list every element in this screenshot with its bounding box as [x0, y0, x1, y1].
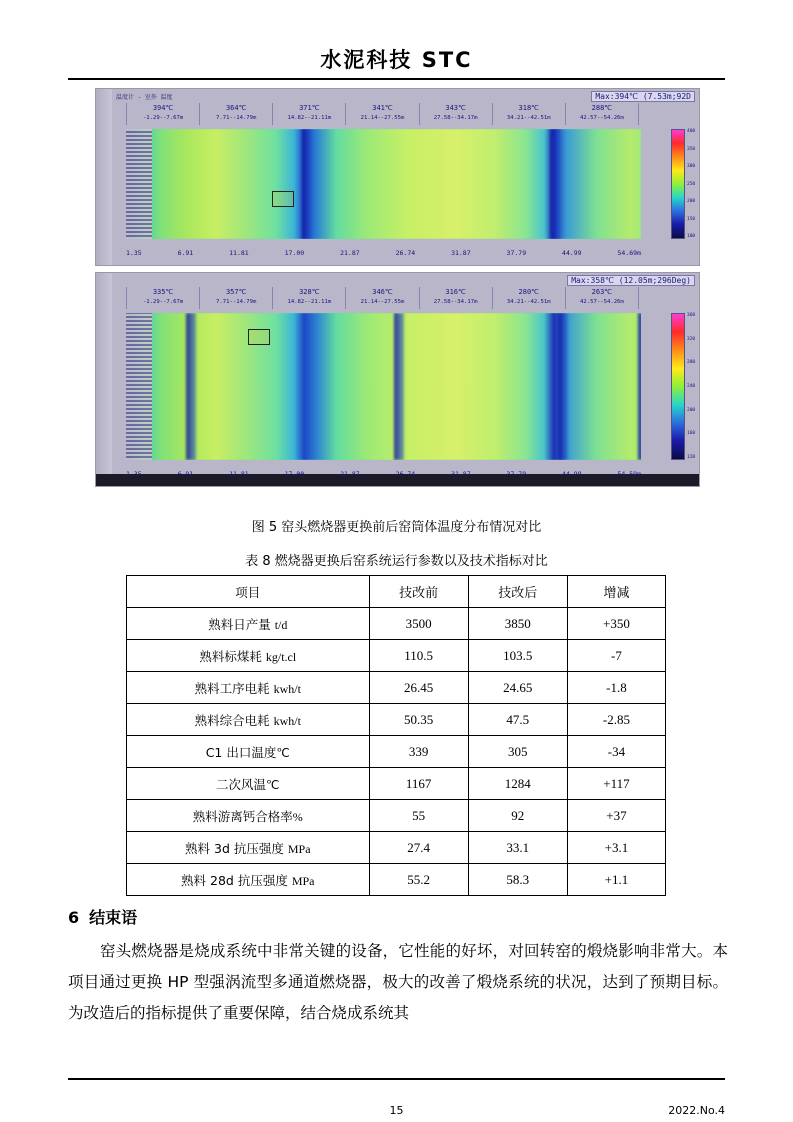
- item-name: 二次风温: [216, 776, 267, 792]
- cell-delta: -1.8: [567, 672, 665, 704]
- zone-cell: [272, 103, 345, 125]
- color-scale-ticks: [687, 129, 697, 239]
- axis-tick: 54.59m: [617, 470, 641, 478]
- zone-temp: 343℃: [445, 104, 466, 112]
- scale-tick: 160: [687, 431, 696, 437]
- zone-range: -1.29--7.67m: [142, 114, 184, 121]
- section-title: 结束语: [89, 908, 138, 927]
- cursor-box: [248, 329, 270, 345]
- cell-delta: +117: [567, 768, 665, 800]
- axis-tick: 44.99: [562, 249, 582, 257]
- thermal-plot: [126, 313, 641, 460]
- cell-item: [127, 672, 370, 704]
- zone-temp: 346℃: [372, 288, 393, 296]
- zone-range: 7.71--14.79m: [216, 298, 257, 305]
- figure-caption: 图 5 窑头燃烧器更换前后窑筒体温度分布情况对比: [251, 520, 542, 535]
- column-header-delta: 增减: [567, 576, 665, 608]
- section-heading: [68, 905, 137, 928]
- zone-range: 21.14--27.55m: [360, 298, 405, 305]
- axis-tick: 37.79: [506, 249, 527, 257]
- scale-tick: 300: [687, 164, 696, 169]
- axis-tick: 6.91: [177, 470, 194, 478]
- item-unit: MPa: [291, 873, 315, 888]
- axis-tick: 17.00: [284, 470, 305, 478]
- table-row: [127, 736, 666, 768]
- item-name: 熟料 3d 抗压强度: [185, 840, 284, 856]
- item-name: 熟料综合电耗: [194, 712, 270, 728]
- zone-temp: 328℃: [299, 288, 320, 296]
- scale-tick: 320: [687, 336, 696, 342]
- zone-range: 42.57--54.26m: [580, 114, 624, 121]
- issue-label: 2022.No.4: [668, 1104, 725, 1117]
- cold-stripe: [550, 129, 560, 239]
- section-number: 6: [68, 908, 80, 927]
- cell-item: [127, 864, 370, 896]
- item-unit: kg/t.cl: [265, 649, 297, 664]
- zone-cell: [565, 287, 639, 309]
- zone-cell: [126, 103, 199, 125]
- zone-temp: 316℃: [445, 288, 466, 296]
- cell-after: 3850: [468, 608, 567, 640]
- item-name: C1 出口温度: [205, 744, 277, 760]
- item-unit: %: [292, 809, 303, 824]
- zone-temp: 280℃: [518, 288, 540, 296]
- cold-stripe: [302, 129, 312, 239]
- cell-after: 103.5: [468, 640, 567, 672]
- section-paragraph: 窑头燃烧器是烧成系统中非常关键的设备，它性能的好坏，对回转窑的煅烧影响非常大。本项目通过更换 HP 型强涡流型多通道燃烧器，极大的改善了煅烧系统的状况，达到了预期目标。为改造后的指标提供了重要保障，结合烧成系统其: [68, 942, 728, 1022]
- cell-before: 50.35: [369, 704, 468, 736]
- cell-after: 33.1: [468, 832, 567, 864]
- table-caption: 表 8 燃烧器更换后窑系统运行参数以及技术指标对比: [245, 554, 548, 569]
- zone-cell: [345, 103, 418, 125]
- item-unit: t/d: [274, 617, 288, 632]
- cell-delta: +3.1: [567, 832, 665, 864]
- axis-tick: 54.69m: [617, 249, 641, 257]
- max-temperature-label: Max:358℃ (12.05m;296Deg): [567, 275, 695, 286]
- page-number: 15: [389, 1104, 404, 1117]
- cell-delta: +1.1: [567, 864, 665, 896]
- cell-item: [127, 768, 370, 800]
- zone-cell: [419, 287, 492, 309]
- axis-tick: 31.87: [451, 249, 471, 257]
- panel-corner-label: 温度计 - 室外 温度: [116, 94, 173, 101]
- zone-temp: 263℃: [591, 288, 613, 296]
- axis-tick: 37.79: [506, 470, 527, 478]
- figure-thermal-images: [95, 88, 700, 503]
- item-unit: ℃: [276, 745, 290, 760]
- footer-divider: [68, 1078, 725, 1080]
- axis-tick: 21.87: [340, 249, 360, 257]
- cell-item: [127, 736, 370, 768]
- zone-cell: [492, 103, 565, 125]
- cursor-box: [272, 191, 294, 207]
- axis-tick: 26.74: [395, 470, 416, 478]
- cell-after: 58.3: [468, 864, 567, 896]
- table-row: [127, 608, 666, 640]
- color-scale-bar: [671, 313, 685, 460]
- cold-stripe: [394, 313, 404, 460]
- cell-before: 55: [369, 800, 468, 832]
- zone-range: 42.57--54.26m: [580, 298, 624, 305]
- cold-stripe: [558, 313, 568, 460]
- scale-tick: 400: [687, 129, 696, 134]
- x-axis-ticks: [126, 470, 641, 478]
- zone-temp: 318℃: [518, 104, 540, 112]
- table-row: [127, 672, 666, 704]
- zone-cell: [492, 287, 565, 309]
- scale-tick: 360: [687, 313, 696, 318]
- cell-delta: +37: [567, 800, 665, 832]
- cell-after: 1284: [468, 768, 567, 800]
- cell-item: [127, 832, 370, 864]
- item-unit: MPa: [287, 841, 311, 856]
- cell-delta: -2.85: [567, 704, 665, 736]
- axis-tick: 11.81: [229, 249, 249, 257]
- cell-item: [127, 640, 370, 672]
- scale-tick: 200: [687, 407, 696, 413]
- table-row: [127, 768, 666, 800]
- thermal-gradient: [126, 129, 641, 239]
- table-row: [127, 864, 666, 896]
- item-unit: ℃: [266, 777, 280, 792]
- item-name: 熟料日产量: [208, 616, 271, 632]
- zone-cell: [565, 103, 639, 125]
- zone-range: -1.29--7.67m: [142, 298, 184, 305]
- thermal-speckle-band: [126, 313, 152, 460]
- zone-temp: 364℃: [225, 104, 247, 112]
- scale-tick: 120: [687, 454, 696, 460]
- scale-tick: 350: [687, 146, 696, 152]
- screen-bezel: [96, 273, 112, 486]
- cell-after: 47.5: [468, 704, 567, 736]
- axis-tick: 11.81: [229, 470, 249, 478]
- axis-tick: 44.99: [562, 470, 582, 478]
- zone-cell: [419, 103, 492, 125]
- thermal-panel-bottom: [95, 272, 700, 487]
- cell-before: 339: [369, 736, 468, 768]
- scale-tick: 240: [687, 383, 696, 389]
- thermal-plot: [126, 129, 641, 239]
- thermal-panel-top: [95, 88, 700, 266]
- axis-tick: 31.87: [451, 470, 471, 478]
- cell-delta: +350: [567, 608, 665, 640]
- zone-cell: [345, 287, 418, 309]
- max-temperature-label: Max:394℃ (7.53m;92D: [591, 91, 695, 102]
- zone-cell: [272, 287, 345, 309]
- zone-temp: 341℃: [372, 104, 393, 112]
- header-divider: [68, 78, 725, 80]
- item-name: 熟料标煤耗: [199, 648, 262, 664]
- zone-cell: [199, 287, 272, 309]
- zone-range: 7.71--14.79m: [216, 114, 257, 121]
- scale-tick: 250: [687, 181, 696, 187]
- column-header-after: 技改后: [468, 576, 567, 608]
- color-scale-bar: [671, 129, 685, 239]
- axis-tick: 1.35: [126, 249, 142, 257]
- screen-bezel: [96, 89, 112, 265]
- zone-temp: 394℃: [152, 104, 174, 112]
- column-header-item: 项目: [127, 576, 370, 608]
- zone-range: 34.21--42.51m: [506, 114, 551, 121]
- zone-temp: 357℃: [225, 288, 247, 296]
- cell-before: 27.4: [369, 832, 468, 864]
- axis-tick: 1.35: [126, 470, 142, 478]
- table-row: [127, 800, 666, 832]
- zone-temp: 335℃: [152, 288, 174, 296]
- table-row: [127, 704, 666, 736]
- scale-tick: 100: [687, 234, 696, 239]
- cell-delta: -34: [567, 736, 665, 768]
- journal-title: 水泥科技 STC: [320, 48, 473, 72]
- zone-temp: 288℃: [591, 104, 613, 112]
- zone-temperature-row: [126, 103, 639, 125]
- zone-range: 21.14--27.55m: [360, 114, 405, 121]
- cold-stripe: [186, 313, 196, 460]
- cell-after: 92: [468, 800, 567, 832]
- scale-tick: 280: [687, 360, 696, 366]
- item-unit: kwh/t: [273, 681, 301, 696]
- color-scale-ticks: [687, 313, 697, 460]
- item-name: 熟料游离钙合格率: [192, 808, 293, 824]
- page-header: [68, 44, 725, 74]
- table-header-row: [127, 576, 666, 608]
- axis-tick: 21.87: [340, 470, 360, 478]
- zone-range: 14.82--21.11m: [287, 298, 332, 305]
- scale-tick: 150: [687, 216, 696, 222]
- table-row: [127, 640, 666, 672]
- cell-after: 24.65: [468, 672, 567, 704]
- x-axis-ticks: [126, 249, 641, 257]
- cell-item: [127, 608, 370, 640]
- zone-range: 27.58--34.17m: [433, 114, 478, 121]
- zone-range: 14.82--21.11m: [287, 114, 332, 121]
- cell-before: 110.5: [369, 640, 468, 672]
- cell-item: [127, 704, 370, 736]
- zone-range: 27.58--34.17m: [433, 298, 478, 305]
- item-name: 熟料 28d 抗压强度: [181, 872, 288, 888]
- zone-range: 34.21--42.51m: [506, 298, 551, 305]
- thermal-speckle-band: [126, 129, 152, 239]
- zone-cell: [126, 287, 199, 309]
- cell-item: [127, 800, 370, 832]
- zone-cell: [199, 103, 272, 125]
- table-row: [127, 832, 666, 864]
- item-name: 熟料工序电耗: [194, 680, 270, 696]
- column-header-before: 技改前: [369, 576, 468, 608]
- cold-stripe: [638, 313, 641, 460]
- zone-temp: 371℃: [299, 104, 320, 112]
- axis-tick: 6.91: [177, 249, 194, 257]
- cell-delta: -7: [567, 640, 665, 672]
- cell-before: 26.45: [369, 672, 468, 704]
- cell-before: 55.2: [369, 864, 468, 896]
- axis-tick: 17.00: [284, 249, 305, 257]
- parameters-table: [126, 575, 666, 896]
- item-unit: kwh/t: [273, 713, 301, 728]
- zone-temperature-row: [126, 287, 639, 309]
- cell-before: 3500: [369, 608, 468, 640]
- axis-tick: 26.74: [395, 249, 416, 257]
- cell-after: 305: [468, 736, 567, 768]
- scale-tick: 200: [687, 199, 696, 204]
- cell-before: 1167: [369, 768, 468, 800]
